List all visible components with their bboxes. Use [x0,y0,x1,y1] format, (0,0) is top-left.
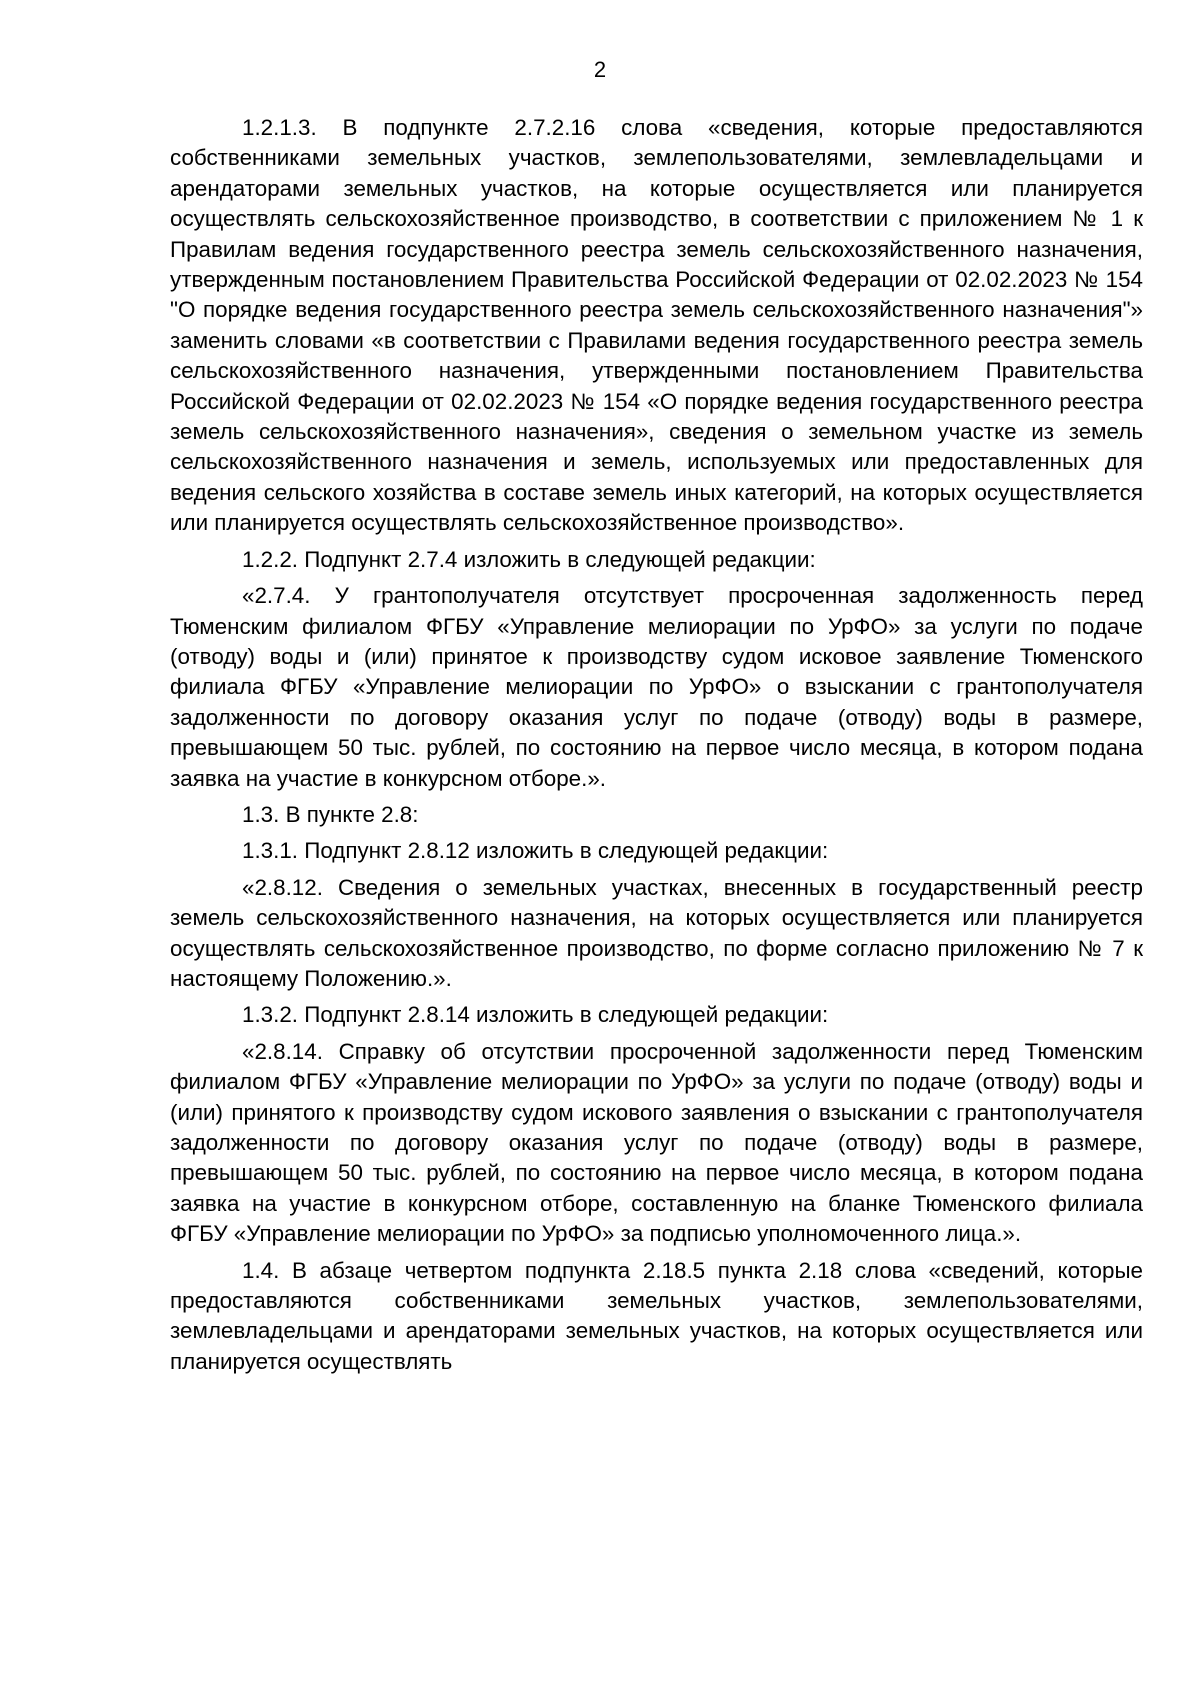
paragraph-1-3-2: 1.3.2. Подпункт 2.8.14 изложить в следующей редакции: [242,1002,829,1028]
paragraph-1-3: 1.3. В пункте 2.8: [242,801,419,827]
paragraph-2-7-4-text: «2.7.4. У грантополучателя отсутствует просроченная задолженность перед Тюменским филиалом ФГБУ «Управление мелиорации по УрФО» за услуги по подаче (отводу) воды и (или) принятое к производству судом исковое заявление Тюменского филиала ФГБУ «Управление мелиорации по УрФО» о взыскании с грантополучателя задолженности по договору оказания услуг по подаче (отводу) воды в размере, превышающем 50 тыс. рублей, по состоянию на первое число месяца, в котором подана заявка на участие в конкурсном отборе.». [170,583,1143,791]
paragraph-1-3-1: 1.3.1. Подпункт 2.8.12 изложить в следующей редакции: [242,838,829,864]
document-body [170,113,1143,1383]
paragraph-1-2-1-3: 1.2.1.3. В подпункте 2.7.2.16 слова «сведения, которые предоставляются собственниками земельных участков, землепользователями, землевладельцами и арендаторами земельных участков, на которые осуществляется или планируется осуществлять сельскохозяйственное производство, в соответствии с приложением № 1 к Правилам ведения государственного реестра земель сельскохозяйственного назначения, утвержденным постановлением Правительства Российской Федерации от 02.02.2023 № 154 "О порядке ведения государственного реестра земель сельскохозяйственного назначения"» заменить словами «в соответствии с Правилами ведения государственного реестра земель сельскохозяйственного назначения, утвержденными постановлением Правительства Российской Федерации от 02.02.2023 № 154 «О порядке ведения государственного реестра земель сельскохозяйственного назначения», сведения о земельном участке из земель сельскохозяйственного назначения и земель, используемых или предоставленных для ведения сельского хозяйства в составе земель иных категорий, на которых осуществляется или планируется осуществлять сельскохозяйственное производство». [170,115,1143,536]
paragraph-2-8-12-text: «2.8.12. Сведения о земельных участках, внесенных в государственный реестр земель сельскохозяйственного назначения, на которых осуществляется или планируется осуществлять сельскохозяйственное производство, по форме согласно приложению № 7 к настоящему Положению.». [170,874,1143,991]
paragraph-1-2-2: 1.2.2. Подпункт 2.7.4 изложить в следующей редакции: [242,546,816,572]
page-number: 2 [593,57,607,82]
paragraph-1-4: 1.4. В абзаце четвертом подпункта 2.18.5 пункта 2.18 слова «сведений, которые предоставляются собственниками земельных участков, землепользователями, землевладельцами и арендаторами земельных участков, на которых осуществляется или планируется осуществлять [170,1257,1143,1374]
paragraph-2-8-14-text: «2.8.14. Справку об отсутствии просроченной задолженности перед Тюменским филиалом ФГБУ «Управление мелиорации по УрФО» за услуги по подаче (отводу) воды и (или) принятого к производству судом искового заявления о взыскании с грантополучателя задолженности по договору оказания услуг по подаче (отводу) воды в размере, превышающем 50 тыс. рублей, по состоянию на первое число месяца, в котором подана заявка на участие в конкурсном отборе, составленную на бланке Тюменского филиала ФГБУ «Управление мелиорации по УрФО» за подписью уполномоченного лица.». [170,1038,1143,1247]
